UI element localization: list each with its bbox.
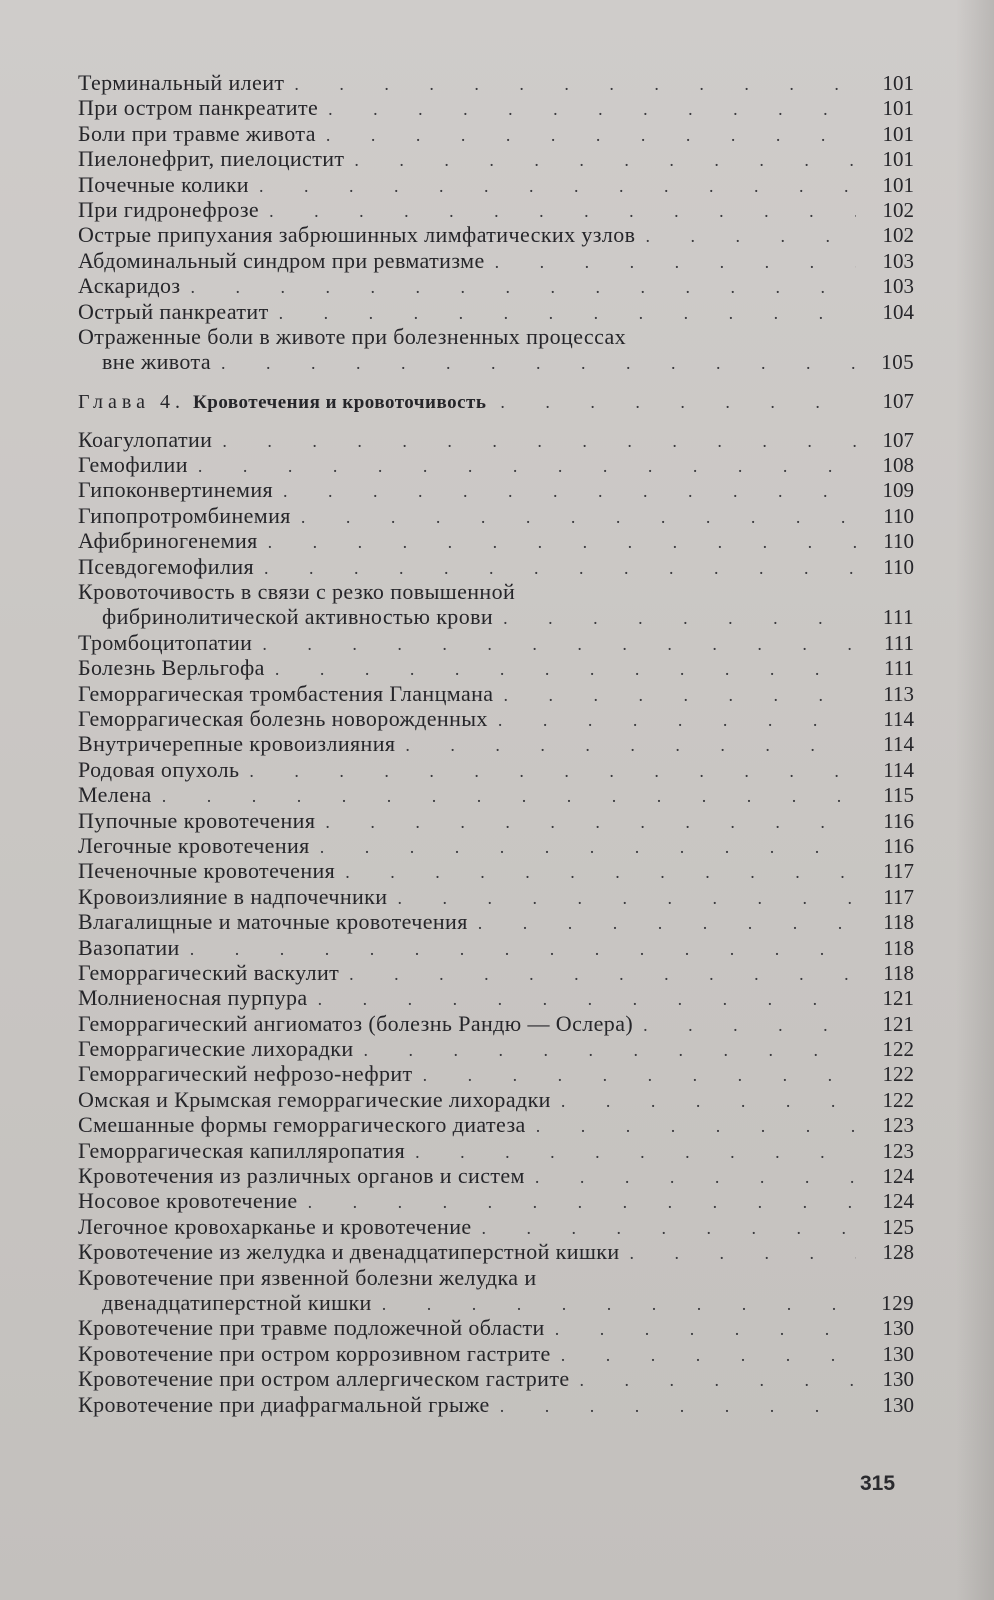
toc-entry-title: Печеночные кровотечения [78,858,336,884]
leader-dots [476,1216,856,1241]
toc-entry-page: 101 [882,96,914,121]
toc-entry[interactable] [78,1011,916,1036]
leader-dots [549,1317,856,1342]
leader-dots [322,97,856,122]
toc-entry-title: Пупочные кровотечения [78,807,316,833]
toc-entry[interactable] [78,1315,916,1340]
chapter-label: Глава 4. [78,390,185,413]
leader-dots [492,708,856,733]
toc-entry-title: Гипопротромбинемия [78,502,291,528]
toc-entry[interactable] [78,935,916,960]
toc-entry-title: Смешанные формы геморрагического диатеза [78,1112,526,1138]
leader-dots [472,911,856,936]
toc-entry[interactable] [78,909,916,934]
toc-entry-title: Легочное кровохарканье и кровотечение [78,1213,472,1239]
leader-dots [258,556,856,581]
toc-entry[interactable] [78,273,916,298]
toc-entry-title: При остром панкреатите [78,95,319,121]
toc-entry-multiline[interactable] [78,324,916,375]
toc-entry[interactable] [78,858,916,883]
toc-entry-page: 124 [882,1164,914,1189]
toc-entry-title: Кровотечение при остром коррозивном гастрите [78,1340,551,1366]
toc-entry-title: Легочные кровотечения [78,832,310,858]
toc-entry-page: 129 [881,1290,914,1315]
toc-entry-page: 130 [882,1341,914,1366]
toc-entry-title: Внутричерепные кровоизлияния [78,731,396,757]
chapter-page: 107 [882,388,914,413]
toc-entry-page: 117 [883,859,914,884]
leader-dots [530,1114,856,1139]
toc-entry-page: 111 [882,605,914,630]
toc-entry-page: 102 [882,223,914,248]
toc-entry-title: Геморрагическая тромбастения Гланцмана [78,680,494,706]
leader-dots [624,1241,856,1266]
toc-entry[interactable] [78,95,916,120]
toc-entry-title: Мелена [78,782,152,808]
leader-dots [555,1089,856,1114]
toc-entry[interactable] [78,1341,916,1366]
leader-dots [156,784,856,809]
toc-entry[interactable] [78,427,916,452]
leader-dots [319,810,856,835]
leader-dots [490,392,856,413]
toc-entry[interactable] [78,1214,916,1239]
toc-entry-page: 118 [883,935,914,960]
toc-entry-title: Почечные колики [78,171,249,197]
leader-dots [497,606,856,631]
toc-entry-page: 130 [882,1367,914,1392]
toc-entry-title-line1: Кровотечение при язвенной болезни желудка и [78,1264,537,1290]
toc-entry-page: 124 [882,1189,914,1214]
toc-entry-title-line1: Кровоточивость в связи с резко повышенной [78,579,516,605]
toc-entry-page: 128 [882,1240,914,1265]
toc-entry-multiline[interactable] [78,1265,916,1316]
toc-entry-title-line1: Отраженные боли в животе при болезненных процессах [78,323,627,349]
toc-entry[interactable] [78,1087,916,1112]
leader-dots [184,937,856,962]
toc-entry-title: Абдоминальный синдром при ревматизме [78,247,485,273]
toc-entry-page: 115 [883,783,914,808]
toc-entry[interactable] [78,630,916,655]
toc-entry[interactable] [78,1366,916,1391]
toc-entry-title: Боли при травме живота [78,120,316,146]
leader-dots [497,683,856,708]
toc-entry[interactable] [78,121,916,146]
toc-entry-page: 109 [882,478,914,503]
toc-entry[interactable] [78,222,916,247]
toc-entry-page: 104 [882,299,914,324]
toc-entry-page: 102 [882,197,914,222]
toc-entry-page: 118 [883,960,914,985]
toc-entry[interactable] [78,1036,916,1061]
toc-entry-title: Аскаридоз [78,273,181,299]
leader-dots [639,224,856,249]
leader-dots [637,1013,856,1038]
toc-entry-title: Родовая опухоль [78,756,240,782]
chapter-title: Кровотечения и кровоточивость [192,391,487,413]
toc-entry-title: Псевдогемофилия [78,553,255,579]
toc-entry-title: Тромбоцитопатии [78,629,253,655]
toc-entry-page: 101 [882,172,914,197]
toc-entry-page: 130 [882,1316,914,1341]
toc-entry-page: 111 [884,630,914,655]
leader-dots [215,351,856,376]
toc-entry-page: 117 [883,884,914,909]
toc-entry[interactable] [78,1061,916,1086]
toc-entry-title: Влагалищные и маточные кровотечения [78,909,468,935]
toc-entry-page: 130 [882,1392,914,1417]
toc-entry-page: 110 [883,529,914,554]
toc-entry-page: 114 [883,706,914,731]
leader-dots [574,1368,856,1393]
toc-entry[interactable] [78,706,916,731]
leader-dots [312,987,856,1012]
leader-dots [376,1292,856,1317]
leader-dots [256,632,856,657]
toc-entry-title: Кровотечение при остром аллергическом гастрите [78,1366,570,1392]
toc-entry-page: 101 [882,147,914,172]
toc-entry[interactable] [78,452,916,477]
toc-entry-title: Омская и Крымская геморрагические лихорадки [78,1086,551,1112]
leader-dots [358,1038,857,1063]
toc-entry[interactable] [78,960,916,985]
table-of-contents [78,70,916,1417]
toc-entry-title: Кровоизлияние в надпочечники [78,883,388,909]
toc-entry[interactable] [78,503,916,528]
page-edge-shadow [956,0,994,1600]
toc-entry[interactable] [78,299,916,324]
toc-entry[interactable] [78,782,916,807]
toc-entry-title: Кровотечение из желудка и двенадцатиперстной кишки [78,1239,620,1265]
toc-entry-page: 111 [884,656,914,681]
toc-entry-page: 121 [882,1011,914,1036]
leader-dots [489,250,856,275]
toc-entry-title: Пиелонефрит, пиелоцистит [78,146,345,172]
toc-entry[interactable] [78,681,916,706]
leader-dots [273,301,856,326]
toc-entry[interactable] [78,884,916,909]
toc-entry-title-line2: фибринолитической активностью крови [102,604,494,630]
toc-entry-title: Геморрагический нефрозо-нефрит [78,1061,413,1087]
leader-dots [399,733,856,758]
toc-entry-title: Геморрагическая болезнь новорожденных [78,705,488,731]
toc-entry-title: При гидронефрозе [78,196,260,222]
toc-entry-title: Кровотечения из различных органов и систем [78,1163,525,1189]
toc-entry-page: 105 [881,350,914,375]
toc-entry-title: Гипоконвертинемия [78,477,274,503]
toc-entry[interactable] [78,808,916,833]
toc-entry-page: 103 [882,274,914,299]
toc-entry[interactable] [78,731,916,756]
toc-entry[interactable] [78,833,916,858]
leader-dots [391,886,856,911]
leader-dots [302,1190,856,1215]
toc-entry-multiline[interactable] [78,579,916,630]
toc-entry-title: Болезнь Верльгофа [78,655,265,681]
leader-dots [343,962,856,987]
toc-entry[interactable] [78,554,916,579]
toc-entry-page: 122 [882,1037,914,1062]
toc-entry-page: 108 [882,453,914,478]
toc-entry-title: Острые припухания забрюшинных лимфатических узлов [78,222,636,248]
toc-entry[interactable] [78,197,916,222]
leader-dots [348,148,856,173]
toc-entry[interactable] [78,172,916,197]
toc-entry-page: 121 [882,986,914,1011]
leader-dots [192,454,856,479]
toc-entry-page: 114 [883,757,914,782]
toc-entry-page: 114 [883,732,914,757]
leader-dots [494,1394,856,1419]
leader-dots [314,835,856,860]
toc-entry-title: Афибриногенемия [78,528,258,554]
toc-entry-page: 125 [882,1214,914,1239]
toc-entry-title: Вазопатии [78,934,180,960]
toc-entry-title: Геморрагические лихорадки [78,1036,354,1062]
toc-entry-title: Геморрагическая капилляропатия [78,1137,406,1163]
toc-entry-title: Острый панкреатит [78,298,269,324]
toc-entry-title: Кровотечение при диафрагмальной грыже [78,1391,490,1417]
page-number: 315 [860,1472,896,1495]
toc-entry[interactable] [78,528,916,553]
leader-dots [262,530,856,555]
toc-entry[interactable] [78,146,916,171]
toc-entry-page: 122 [882,1087,914,1112]
leader-dots [529,1165,856,1190]
toc-entry-title: Терминальный илеит [78,70,285,95]
toc-entry-title: Коагулопатии [78,426,213,452]
leader-dots [253,174,856,199]
toc-entry-page: 110 [883,503,914,528]
toc-entry[interactable] [78,477,916,502]
leader-dots [417,1063,856,1088]
toc-entry[interactable] [78,985,916,1010]
toc-entry-title: Геморрагический ангиоматоз (болезнь Рандю — Ослера) [78,1010,634,1036]
leader-dots [339,860,856,885]
leader-dots [288,72,856,97]
toc-entry-page: 101 [882,71,914,95]
leader-dots [269,657,856,682]
toc-entry[interactable] [78,70,916,95]
toc-entry-title-line2: двенадцатиперстной кишки [102,1289,372,1315]
toc-entry-title: Носовое кровотечение [78,1188,298,1214]
toc-entry-continuation [78,1290,916,1315]
toc-entry-page: 101 [882,121,914,146]
toc-entry-continuation [78,604,916,629]
toc-entry-continuation [78,349,916,374]
leader-dots [555,1343,856,1368]
toc-entry[interactable] [78,1239,916,1264]
toc-entry-page: 116 [883,833,914,858]
toc-entry-page: 116 [883,808,914,833]
leader-dots [409,1140,856,1165]
toc-entry[interactable] [78,1138,916,1163]
leader-dots [320,123,856,148]
chapter-heading[interactable] [78,389,916,417]
toc-entry[interactable] [78,248,916,273]
toc-entry-title-line2: вне живота [102,349,211,375]
toc-entry-page: 110 [883,554,914,579]
toc-entry[interactable] [78,1163,916,1188]
toc-entry-page: 123 [882,1138,914,1163]
toc-entry-page: 113 [883,681,914,706]
toc-entry-page: 118 [883,910,914,935]
toc-entry-page: 122 [882,1062,914,1087]
leader-dots [243,759,856,784]
leader-dots [216,429,856,454]
toc-entry[interactable] [78,1112,916,1137]
toc-entry-title: Геморрагический васкулит [78,959,340,985]
toc-entry-page: 107 [882,427,914,452]
toc-entry-title: Молниеносная пурпура [78,985,308,1011]
toc-entry[interactable] [78,757,916,782]
toc-entry[interactable] [78,655,916,680]
leader-dots [184,275,856,300]
leader-dots [295,505,856,530]
leader-dots [277,479,856,504]
toc-entry-page: 123 [882,1113,914,1138]
toc-entry-title: Гемофилии [78,452,188,478]
toc-entry[interactable] [78,1188,916,1213]
toc-entry[interactable] [78,1392,916,1417]
leader-dots [263,199,856,224]
toc-entry-page: 103 [882,248,914,273]
toc-entry-title: Кровотечение при травме подложечной области [78,1315,545,1341]
